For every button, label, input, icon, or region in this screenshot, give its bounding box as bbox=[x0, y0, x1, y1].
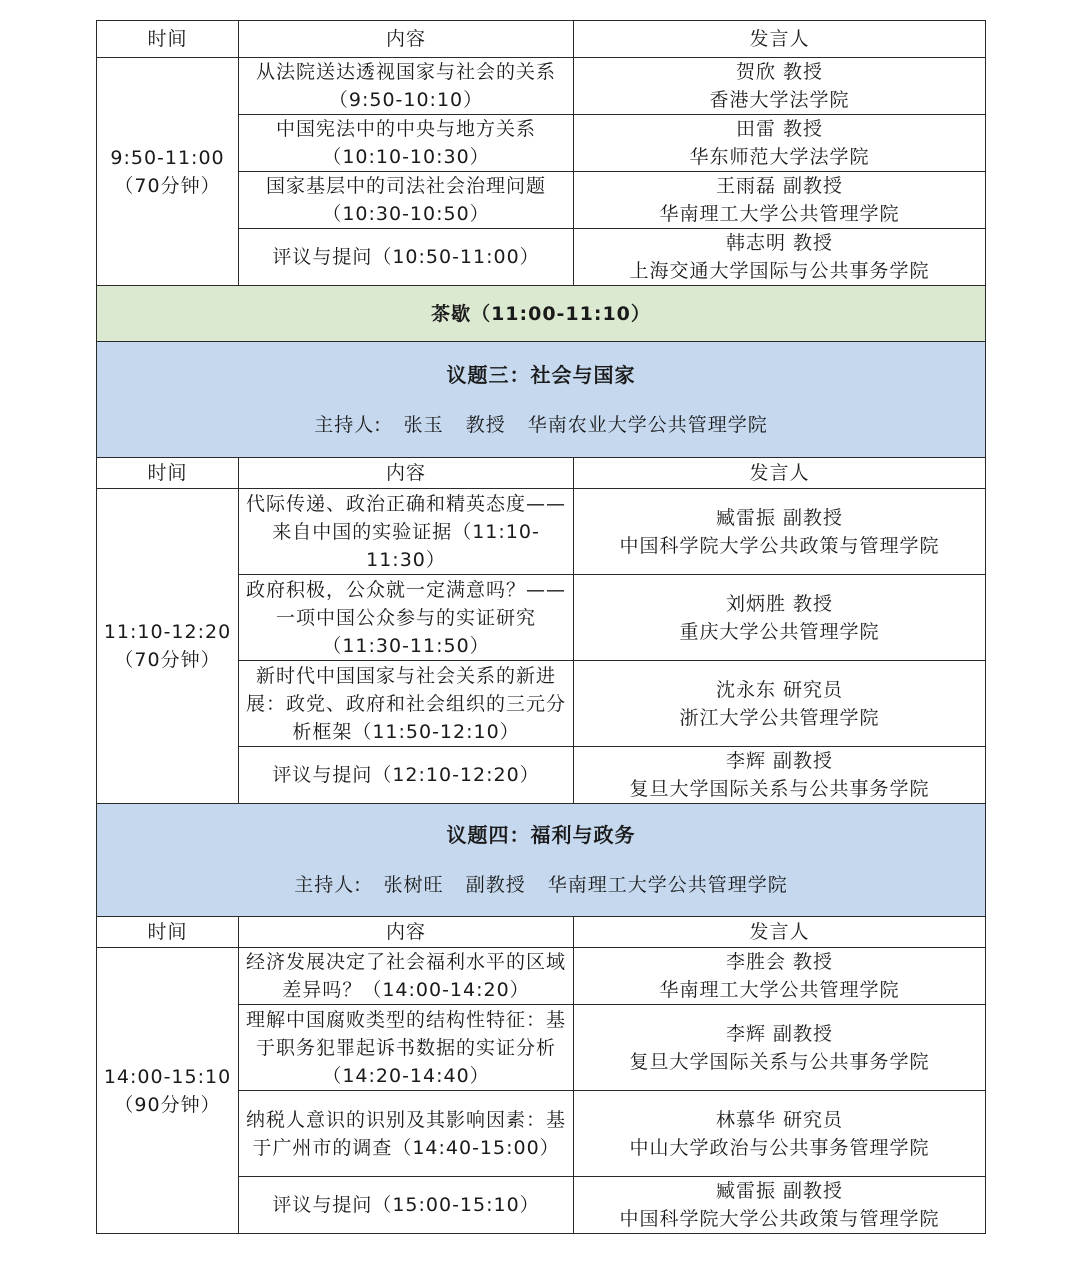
session-row bbox=[97, 804, 986, 917]
speaker-cell bbox=[574, 575, 986, 661]
speaker-org: 上海交通大学国际与公共事务学院 bbox=[629, 260, 930, 282]
speaker-cell bbox=[574, 948, 986, 1005]
host-rank: 副教授 bbox=[465, 874, 526, 896]
speaker-name: 李辉 副教授 bbox=[725, 1022, 834, 1045]
session-title: 议题三：社会与国家 bbox=[446, 362, 636, 387]
talk-title: 从法院送达透视国家与社会的关系（9:50-10:10） bbox=[239, 58, 574, 115]
speaker-org: 华南理工大学公共管理学院 bbox=[659, 979, 900, 1001]
header-content: 内容 bbox=[239, 917, 574, 948]
speaker-org: 中山大学政治与公共事务管理学院 bbox=[629, 1136, 930, 1159]
session-host bbox=[101, 871, 981, 899]
header-speaker: 发言人 bbox=[574, 21, 986, 58]
speaker-org: 重庆大学公共管理学院 bbox=[679, 620, 880, 643]
speaker-name: 臧雷振 副教授 bbox=[715, 506, 844, 529]
speaker-cell bbox=[574, 172, 986, 229]
session-row bbox=[97, 342, 986, 458]
talk-title: 经济发展决定了社会福利水平的区域差异吗？（14:00-14:20） bbox=[239, 948, 574, 1005]
speaker-cell bbox=[574, 115, 986, 172]
speaker-cell bbox=[574, 1005, 986, 1091]
speaker-name: 韩志明 教授 bbox=[725, 232, 834, 254]
speaker-org: 浙江大学公共管理学院 bbox=[679, 706, 880, 729]
session-host bbox=[101, 411, 981, 439]
time-cell bbox=[97, 489, 239, 804]
header-row bbox=[97, 917, 986, 948]
host-rank: 教授 bbox=[465, 413, 506, 436]
header-time: 时间 bbox=[97, 458, 239, 489]
speaker-name: 沈永东 研究员 bbox=[715, 678, 844, 701]
speaker-org: 香港大学法学院 bbox=[709, 89, 850, 111]
session-header bbox=[97, 342, 986, 458]
time-range: 11:10-12:20 bbox=[103, 621, 232, 643]
table-row bbox=[97, 58, 986, 115]
speaker-org: 复旦大学国际关系与公共事务学院 bbox=[629, 1050, 930, 1073]
talk-title: 纳税人意识的识别及其影响因素：基于广州市的调查（14:40-15:00） bbox=[239, 1091, 574, 1177]
host-label: 主持人: bbox=[294, 874, 362, 896]
speaker-name: 李辉 副教授 bbox=[725, 750, 834, 772]
host-org: 华南理工大学公共管理学院 bbox=[547, 874, 788, 896]
header-time: 时间 bbox=[97, 917, 239, 948]
host-name: 张树旺 bbox=[383, 874, 444, 896]
speaker-cell bbox=[574, 661, 986, 747]
header-row bbox=[97, 21, 986, 58]
tea-break-row bbox=[97, 286, 986, 342]
speaker-org: 复旦大学国际关系与公共事务学院 bbox=[629, 778, 930, 800]
table-row bbox=[97, 489, 986, 575]
speaker-name: 林慕华 研究员 bbox=[715, 1108, 844, 1131]
speaker-org: 中国科学院大学公共政策与管理学院 bbox=[619, 1208, 940, 1230]
talk-title: 评议与提问（15:00-15:10） bbox=[239, 1177, 574, 1234]
header-speaker: 发言人 bbox=[574, 917, 986, 948]
talk-title: 代际传递、政治正确和精英态度——来自中国的实验证据（11:10-11:30） bbox=[239, 489, 574, 575]
host-name: 张玉 bbox=[403, 413, 444, 436]
speaker-name: 田雷 教授 bbox=[735, 118, 824, 140]
speaker-cell bbox=[574, 58, 986, 115]
speaker-org: 华东师范大学法学院 bbox=[689, 146, 870, 168]
speaker-cell bbox=[574, 229, 986, 286]
time-duration: （90分钟） bbox=[114, 1093, 221, 1116]
session-title: 议题四：福利与政务 bbox=[446, 823, 636, 847]
speaker-name: 王雨磊 副教授 bbox=[715, 175, 844, 197]
header-row bbox=[97, 458, 986, 489]
speaker-name: 臧雷振 副教授 bbox=[715, 1180, 844, 1202]
talk-title: 理解中国腐败类型的结构性特征：基于职务犯罪起诉书数据的实证分析（14:20-14:40） bbox=[239, 1005, 574, 1091]
schedule-table bbox=[96, 20, 986, 1234]
talk-title: 评议与提问（10:50-11:00） bbox=[239, 229, 574, 286]
speaker-name: 刘炳胜 教授 bbox=[725, 592, 834, 615]
header-content: 内容 bbox=[239, 458, 574, 489]
time-range: 9:50-11:00 bbox=[110, 146, 225, 169]
host-org: 华南农业大学公共管理学院 bbox=[527, 413, 768, 436]
time-duration: （70分钟） bbox=[114, 649, 221, 671]
speaker-name: 贺欣 教授 bbox=[735, 61, 824, 83]
talk-title: 评议与提问（12:10-12:20） bbox=[239, 747, 574, 804]
speaker-org: 华南理工大学公共管理学院 bbox=[659, 203, 900, 225]
talk-title: 中国宪法中的中央与地方关系（10:10-10:30） bbox=[239, 115, 574, 172]
header-content: 内容 bbox=[239, 21, 574, 58]
speaker-cell bbox=[574, 489, 986, 575]
host-label: 主持人: bbox=[314, 413, 382, 436]
speaker-name: 李胜会 教授 bbox=[725, 951, 834, 973]
speaker-org: 中国科学院大学公共政策与管理学院 bbox=[619, 534, 940, 557]
table-row bbox=[97, 948, 986, 1005]
time-cell bbox=[97, 948, 239, 1234]
talk-title: 新时代中国国家与社会关系的新进展：政党、政府和社会组织的三元分析框架（11:50-12:10） bbox=[239, 661, 574, 747]
speaker-cell bbox=[574, 747, 986, 804]
tea-break-label: 茶歇（11:00-11:10） bbox=[97, 286, 986, 342]
session-header bbox=[97, 804, 986, 917]
speaker-cell bbox=[574, 1091, 986, 1177]
header-speaker: 发言人 bbox=[574, 458, 986, 489]
time-range: 14:00-15:10 bbox=[103, 1065, 232, 1088]
talk-title: 政府积极，公众就一定满意吗？——一项中国公众参与的实证研究（11:30-11:50） bbox=[239, 575, 574, 661]
time-duration: （70分钟） bbox=[114, 174, 221, 197]
header-time: 时间 bbox=[97, 21, 239, 58]
time-cell bbox=[97, 58, 239, 286]
speaker-cell bbox=[574, 1177, 986, 1234]
talk-title: 国家基层中的司法社会治理问题（10:30-10:50） bbox=[239, 172, 574, 229]
